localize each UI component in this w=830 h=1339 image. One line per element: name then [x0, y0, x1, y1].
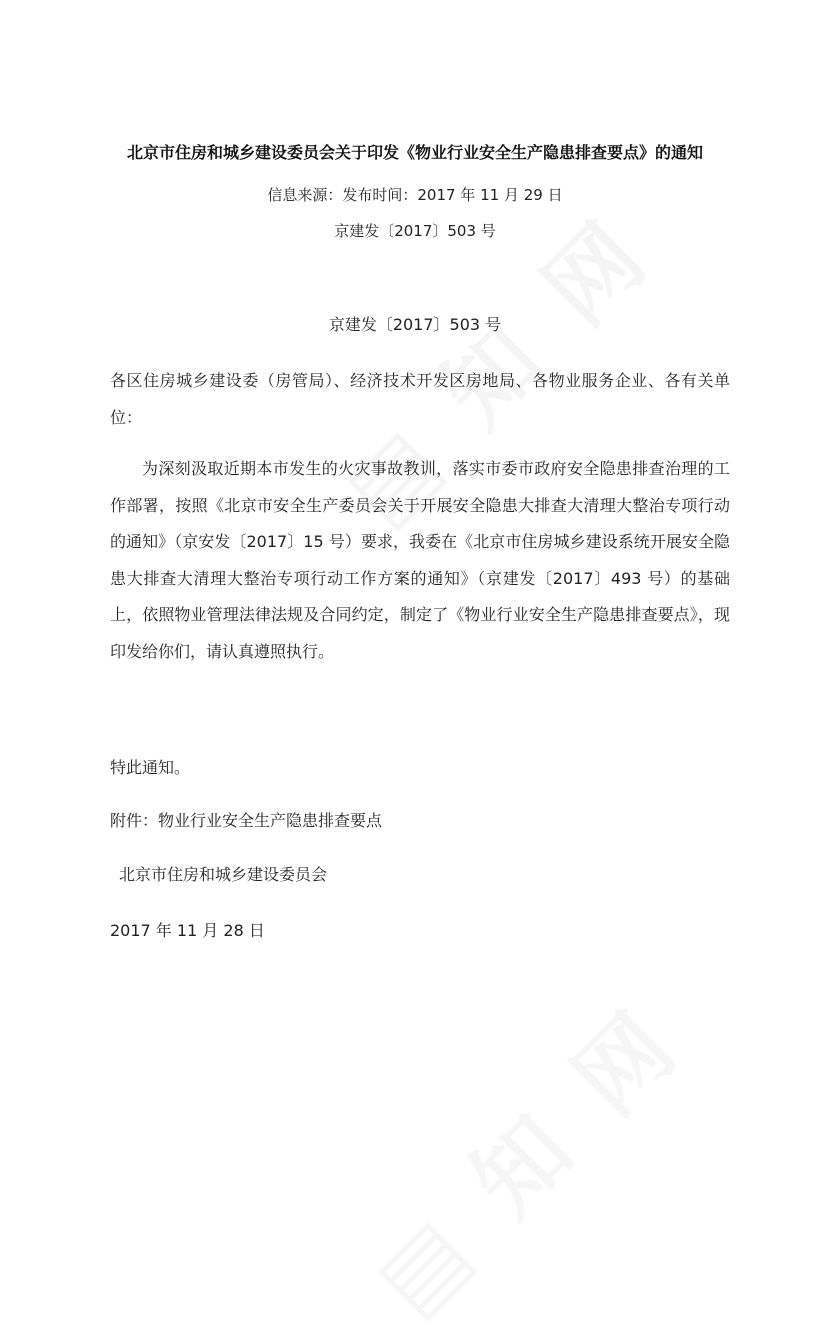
doc-number-header: 京建发〔2017〕503 号 — [334, 222, 496, 240]
source-line: 信息来源：发布时间：2017 年 11 月 29 日 — [267, 186, 563, 204]
document-date: 2017 年 11 月 28 日 — [110, 921, 265, 940]
attachment-line: 附件：物业行业安全生产隐患排查要点 — [110, 811, 383, 830]
document-title: 北京市住房和城乡建设委员会关于印发《物业行业安全生产隐患排查要点》的通知 — [126, 143, 703, 162]
signer: 北京市住房和城乡建设委员会 — [119, 865, 328, 884]
body-paragraph: 为深刻汲取近期本市发生的火灾事故教训，落实市委市政府安全隐患排查治理的工作部署，按照《北京市安全生产委员会关于开展安全隐患大排查大清理大整治专项行动的通知》（京安发〔2017〕15 号）要求，我委在《北京市住房城乡建设系统开展安全隐患大排查大清理大整治专项行动工作方案的通知》（京建发〔2017〕493 号）的基础上，依照物业管理法律法规及合同约定，制定了《物业行业安全生产隐患排查要点》，现印发给你们，请认真遵照执行。 — [110, 459, 730, 661]
doc-number: 京建发〔2017〕503 号 — [328, 315, 502, 334]
addressee: 各区住房城乡建设委（房管局）、经济技术开发区房地局、各物业服务企业、各有关单位： — [110, 371, 730, 427]
closing-line: 特此通知。 — [110, 758, 191, 777]
watermark — [340, 973, 706, 1339]
